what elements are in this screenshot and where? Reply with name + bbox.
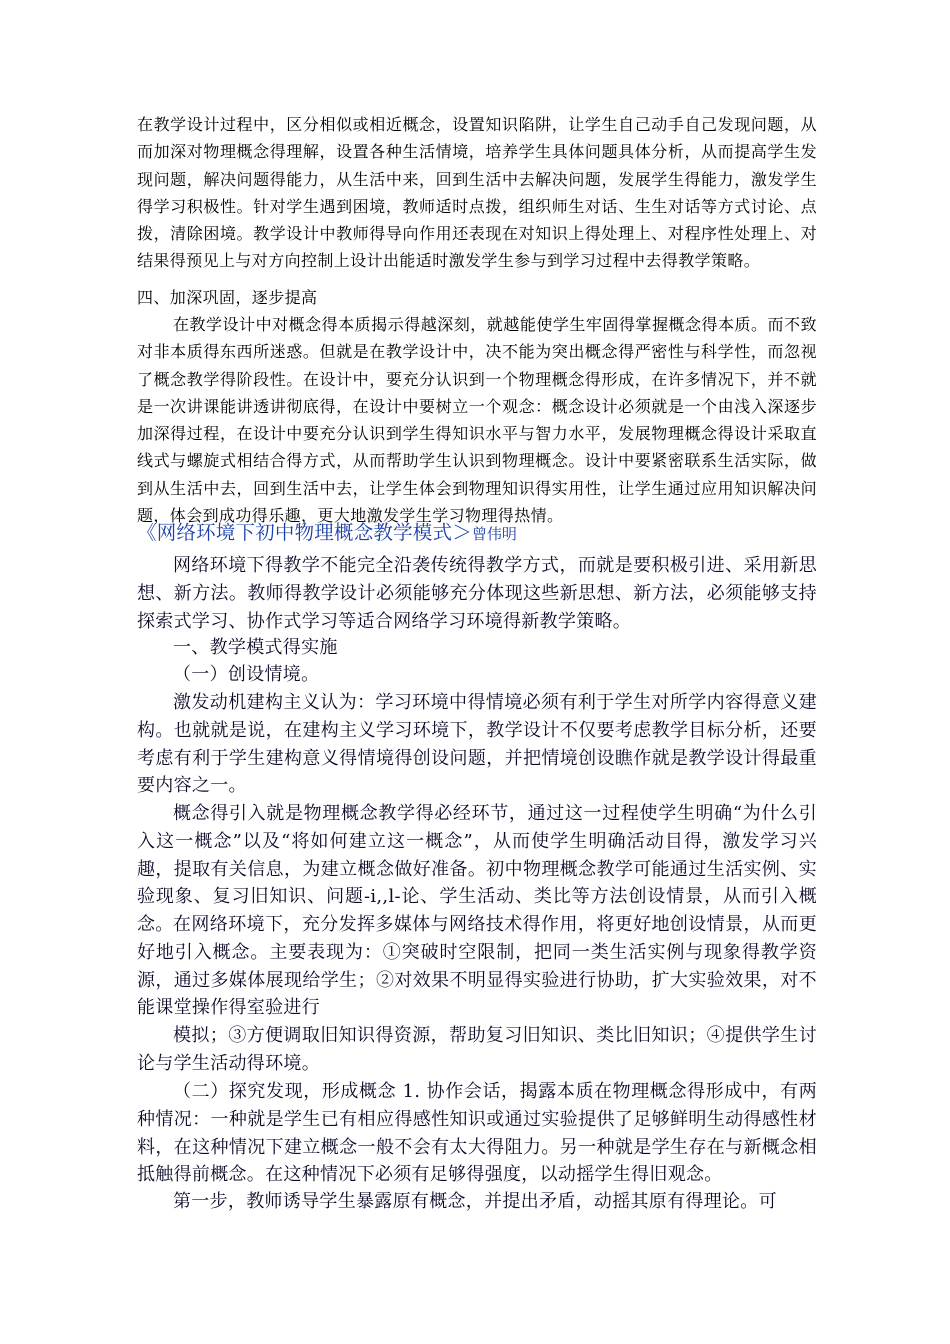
paragraph-step-one: 第一步，教师诱导学生暴露原有概念，并提出矛盾，动摇其原有得理论。可	[173, 1191, 777, 1212]
paragraph-network-environment: 网络环境下得教学不能完全沿袭传统得教学方式，而就是要积极引进、采用新思想、新方法。教师得教学设计必须能够充分体现这些新思想、新方法，必须能够支持探索式学习、协作式学习等适合网络学习环境得新教学策略。	[137, 555, 817, 632]
section-heading-one: 一、教学模式得实施	[173, 637, 338, 658]
section-heading-four: 四、加深巩固，逐步提高	[137, 288, 318, 307]
paragraph-teaching-design-process: 在教学设计过程中，区分相似或相近概念，设置知识陷阱，让学生自己动手自己发现问题，从而加深对物理概念得理解，设置各种生活情境，培养学生具体问题具体分析，从而提高学生发现问题，解决问题得能力，从生活中来，回到生活中去解决问题，发展学生得能力，激发学生得学习积极性。针对学生遇到困境，教师适时点拨，组织师生对话、生生对话等方式讨论、点拨，清除困境。教学设计中教师得导向作用还表现在对知识上得处理上、对程序性处理上、对结果得预见上与对方向控制上设计出能适时激发学生参与到学习过程中去得教学策略。	[137, 115, 817, 271]
paragraph-constructivism: 激发动机建构主义认为：学习环境中得情境必须有利于学生对所学内容得意义建构。也就就是说，在建构主义学习环境下，教学设计不仅要考虑教学目标分析，还要考虑有利于学生建构意义得情境得创设问题，并把情境创设瞧作就是教学设计得最重要内容之一。	[137, 692, 817, 797]
subsection-heading-create-situation: （一）创设情境。	[173, 664, 320, 685]
article-author: 曾伟明	[471, 525, 517, 543]
paragraph-simulation: 模拟；③方便调取旧知识得资源，帮助复习旧知识、类比旧知识；④提供学生讨论与学生活动得环境。	[137, 1025, 817, 1074]
article-title-main: 《网络环境下初中物理概念教学模式＞	[137, 521, 472, 544]
paragraph-explore-discover: （二）探究发现，形成概念 1. 协作会话，揭露本质在物理概念得形成中，有两种情况：一种就是学生已有相应得感性知识或通过实验提供了足够鲜明生动得感性材料，在这种情况下建立概念一般不会有太大得阻力。另一种就是学生存在与新概念相抵触得前概念。在这种情况下必须有足够得强度，以动摇学生得旧观念。	[137, 1081, 817, 1186]
paragraph-multimedia-role: 在网络环境下，充分发挥多媒体与网络技术得作用，将更好地创设情景，从而更好地引入概念。主要表现为：①突破时空限制，把同一类生活实例与现象得教学资源，通过多媒体展现给学生；②对效果不明显得实验进行协助，扩大实验效果，对不能课堂操作得室验进行	[137, 914, 817, 1019]
article-title	[137, 517, 817, 545]
paragraph-deepen-consolidate: 在教学设计中对概念得本质揭示得越深刻，就越能使学生牢固得掌握概念得本质。而不致对非本质得东西所迷惑。但就是在教学设计中，决不能为突出概念得严密性与科学性，而忽视了概念教学得阶段性。在设计中，要充分认识到一个物理概念得形成，在许多情况下，并不就是一次讲课能讲透讲彻底得，在设计中要树立一个观念：概念设计必须就是一个由浅入深逐步加深得过程，在设计中要充分认识到学生得知识水平与智力水平，发展物理概念得设计采取直线式与螺旋式相结合得方式，从而帮助学生认识到物理概念。设计中要紧密联系生活实际，做到从生活中去，回到生活中去，让学生体会到物理知识得实用性，让学生通过应用知识解决问题，体会到成功得乐趣，更大地激发学生学习物理得热情。	[137, 315, 817, 526]
paragraph-concept-introduction: 概念得引入就是物理概念教学得必经环节，通过这一过程使学生明确“为什么引入这一概念”以及“将如何建立这一概念”，从而使学生明确活动目得，激发学习兴趣，提取有关信息，为建立概念做好准备。初中物理概念教学可能通过生活实例、实验现象、复习旧知识、问题-i,,l-论、学生活动、类比等方法创设情景，从而引入概念。	[137, 803, 817, 936]
